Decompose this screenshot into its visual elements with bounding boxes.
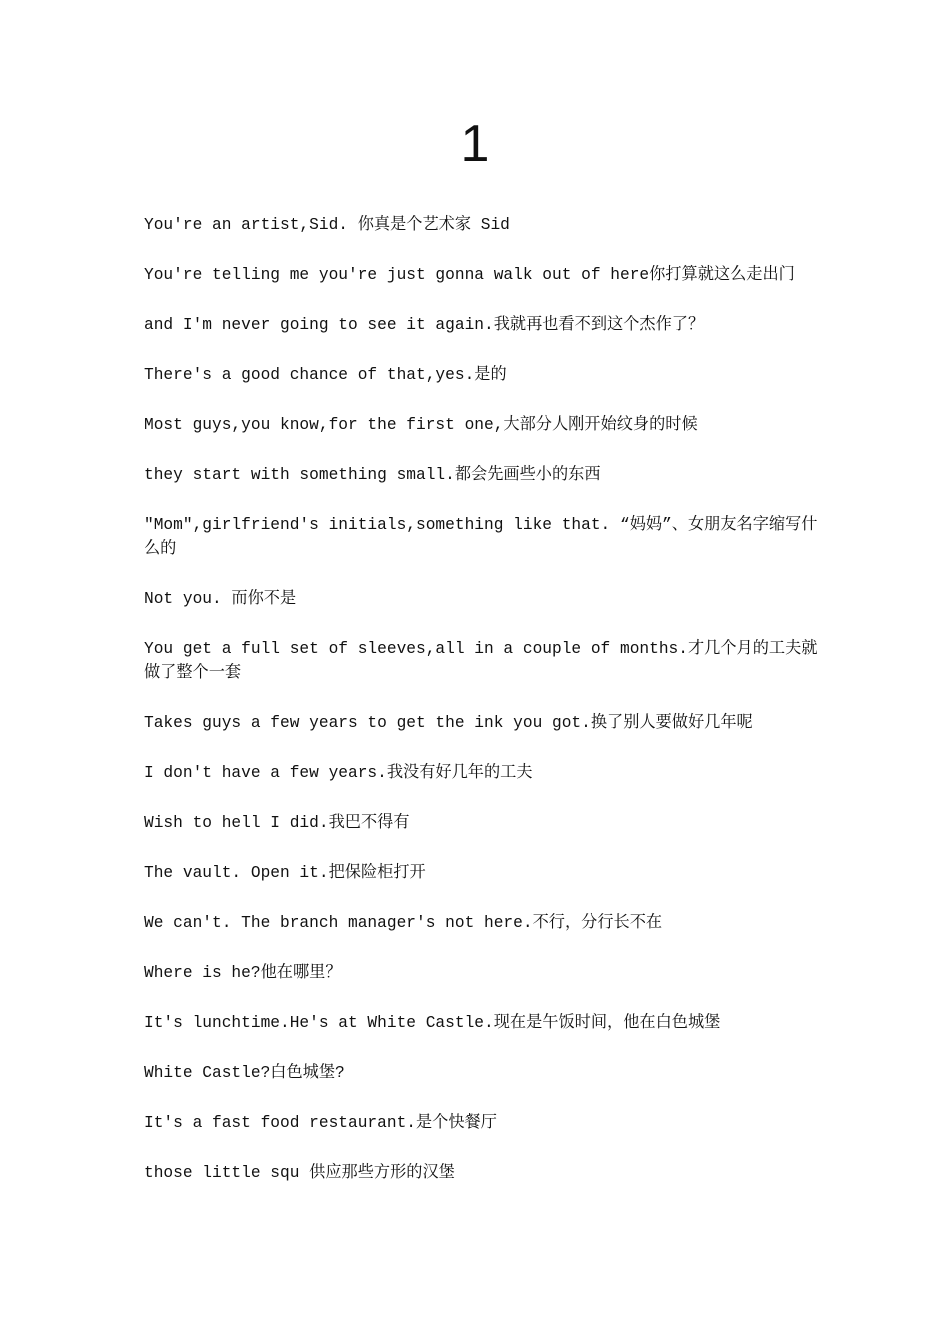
subtitle-line: they start with something small.都会先画些小的东西 (144, 466, 601, 484)
subtitle-line: I don't have a few years.我没有好几年的工夫 (144, 764, 533, 782)
subtitle-line: There's a good chance of that,yes.是的 (144, 366, 507, 384)
subtitle-line: Wish to hell I did.我巴不得有 (144, 814, 410, 832)
subtitle-line: It's a fast food restaurant.是个快餐厅 (144, 1114, 497, 1132)
subtitle-line: Takes guys a few years to get the ink you got.换了别人要做好几年呢 (144, 714, 753, 732)
subtitle-line: The vault. Open it.把保险柜打开 (144, 864, 426, 882)
subtitle-line: Where is he?他在哪里？ (144, 964, 342, 982)
subtitle-line: You get a full set of sleeves,all in a couple of months.才几个月的工夫就做了整个一套 (144, 640, 818, 682)
subtitle-line: Not you. 而你不是 (144, 590, 297, 608)
subtitle-line: You're telling me you're just gonna walk out of here你打算就这么走出门 (144, 266, 795, 284)
subtitle-line: and I'm never going to see it again.我就再也看不到这个杰作了？ (144, 316, 705, 334)
subtitle-line: those little squ 供应那些方形的汉堡 (144, 1164, 455, 1182)
subtitle-line: It's lunchtime.He's at White Castle.现在是午饭时间，他在白色城堡 (144, 1014, 721, 1032)
subtitle-line: "Mom",girlfriend's initials,something like that. “妈妈”、女朋友名字缩写什么的 (144, 516, 818, 558)
subtitle-line: You're an artist,Sid. 你真是个艺术家 Sid (144, 216, 510, 234)
subtitle-line: We can't. The branch manager's not here.不行，分行长不在 (144, 914, 663, 932)
subtitle-line: White Castle?白色城堡? (144, 1064, 345, 1082)
page-number: 1 (460, 115, 490, 173)
subtitle-line: Most guys,you know,for the first one,大部分人刚开始纹身的时候 (144, 416, 698, 434)
subtitle-lines (144, 213, 824, 1211)
